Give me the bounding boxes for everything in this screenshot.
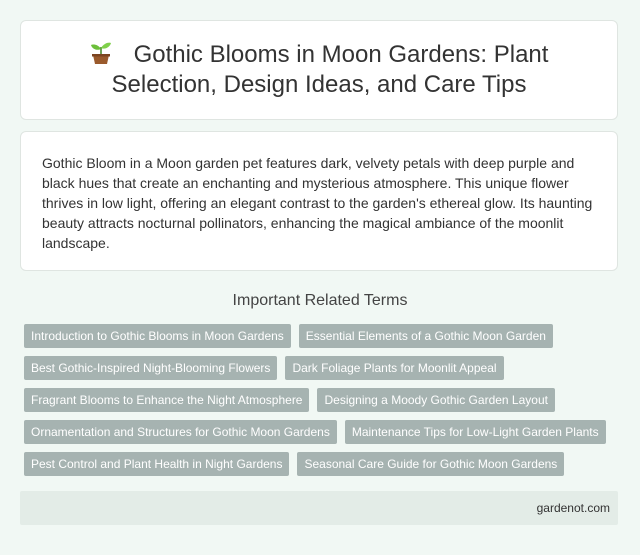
- related-term-tag[interactable]: Best Gothic-Inspired Night-Blooming Flowers: [24, 356, 277, 380]
- related-term-tag[interactable]: Introduction to Gothic Blooms in Moon Gardens: [24, 324, 291, 348]
- related-term-tag[interactable]: Fragrant Blooms to Enhance the Night Atmosphere: [24, 388, 309, 412]
- related-term-tag[interactable]: Maintenance Tips for Low-Light Garden Plants: [345, 420, 606, 444]
- related-term-tag[interactable]: Essential Elements of a Gothic Moon Garden: [299, 324, 553, 348]
- related-term-tag[interactable]: Dark Foliage Plants for Moonlit Appeal: [285, 356, 503, 380]
- description-card: [20, 131, 618, 271]
- sprout-icon: [90, 41, 112, 65]
- footer-site-link[interactable]: gardenot.com: [536, 501, 610, 515]
- related-term-tag[interactable]: Designing a Moody Gothic Garden Layout: [317, 388, 554, 412]
- related-term-tag[interactable]: Pest Control and Plant Health in Night Gardens: [24, 452, 289, 476]
- page-title-text: Gothic Blooms in Moon Gardens: Plant Selection, Design Ideas, and Care Tips: [111, 41, 549, 98]
- page-title: [51, 40, 587, 100]
- related-term-tag[interactable]: Ornamentation and Structures for Gothic Moon Gardens: [24, 420, 337, 444]
- related-terms-list: [20, 324, 620, 476]
- description-text: Gothic Bloom in a Moon garden pet features dark, velvety petals with deep purple and black hues that create an enchanting and mysterious atmosphere. This unique flower thrives in low light, offering an elegant contrast to the garden's ethereal glow. Its haunting beauty attracts nocturnal pollinators, enhancing the magical ambiance of the moonlit landscape.: [42, 155, 593, 251]
- related-term-tag[interactable]: Seasonal Care Guide for Gothic Moon Gardens: [297, 452, 564, 476]
- title-card: [20, 20, 618, 120]
- related-terms-heading: Important Related Terms: [232, 292, 408, 309]
- footer: [20, 491, 618, 525]
